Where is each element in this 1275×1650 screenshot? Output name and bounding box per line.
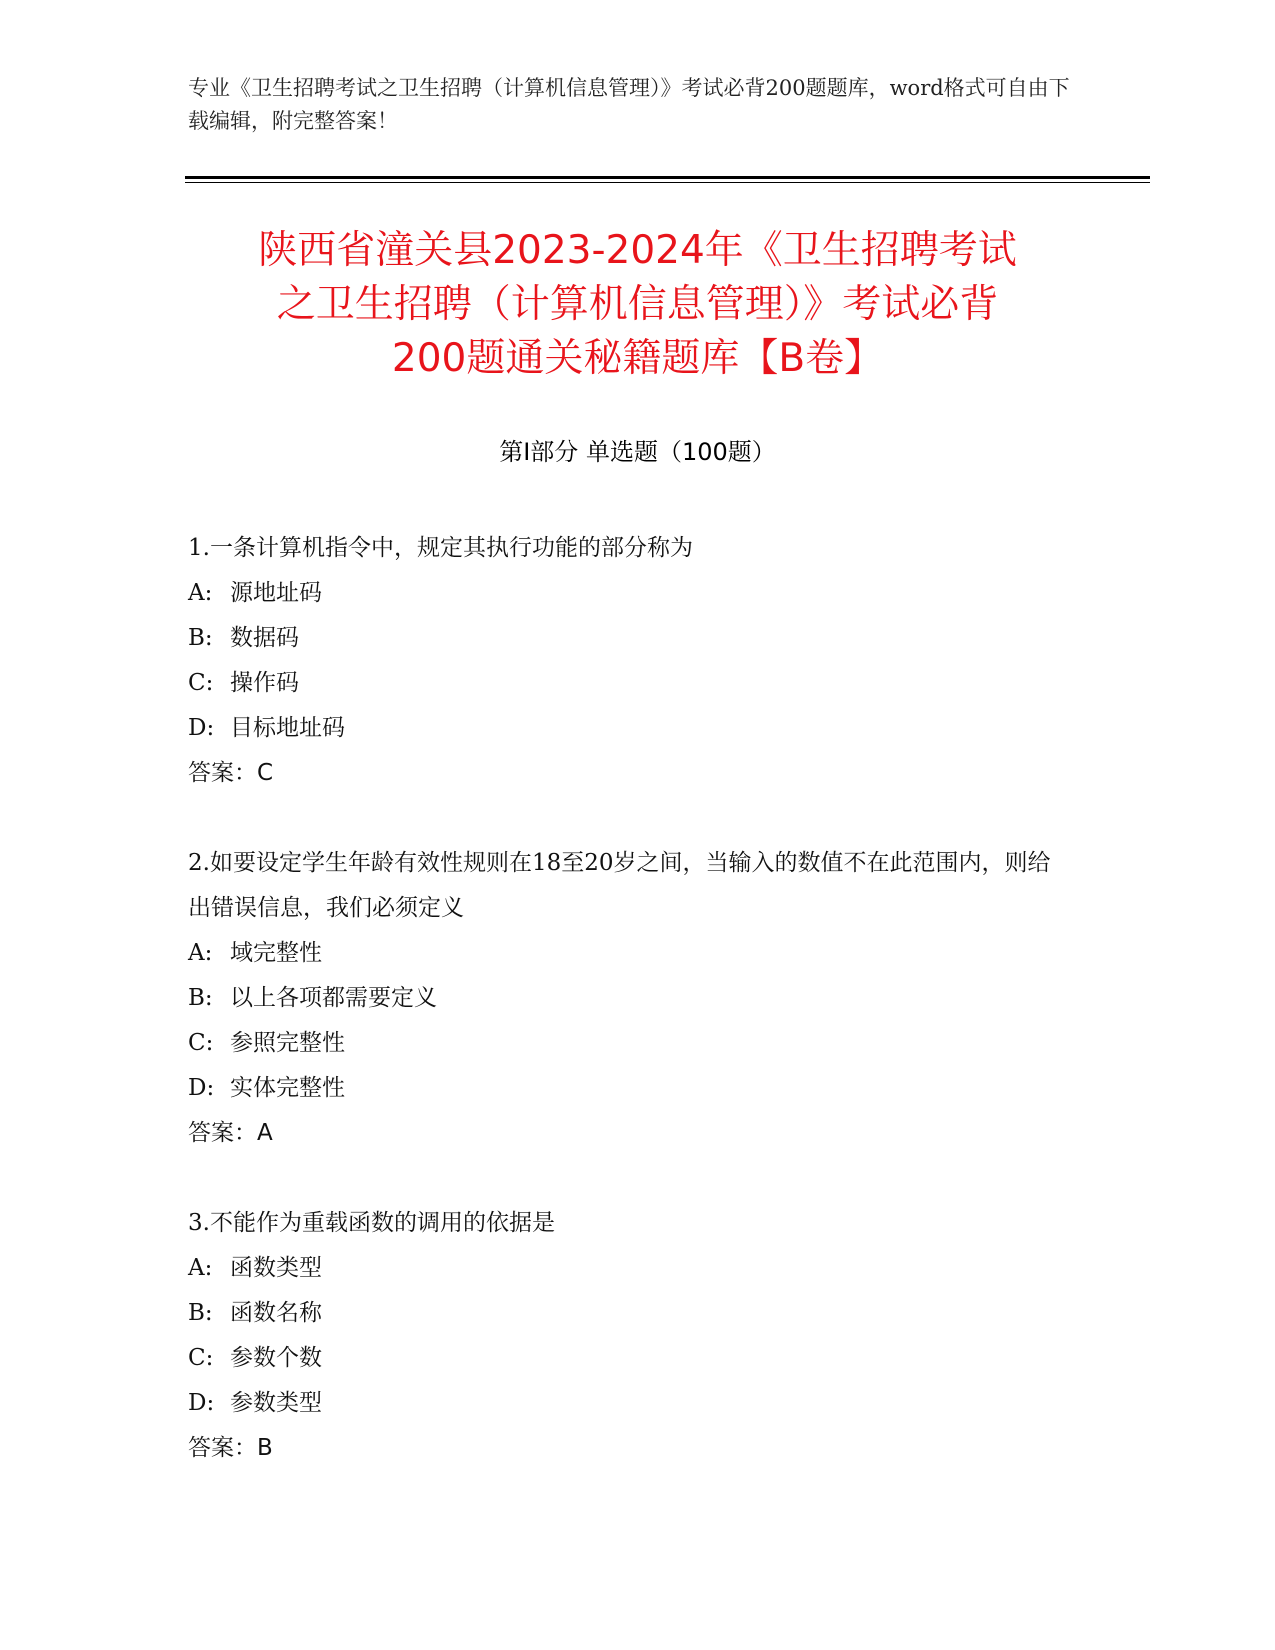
title-line: 陕西省潼关县2023-2024年《卫生招聘考试 (258, 228, 1017, 273)
option-a (188, 1246, 1068, 1291)
question-stem: 1.一条计算机指令中，规定其执行功能的部分称为 (188, 535, 693, 561)
option-text: 目标地址码 (230, 715, 345, 741)
option-text: 参数类型 (230, 1390, 322, 1416)
document-title (185, 224, 1090, 386)
header-rule-thick (185, 176, 1150, 179)
option-text: 参照完整性 (230, 1030, 345, 1056)
option-text: 源地址码 (230, 580, 322, 606)
option-c (188, 1021, 1068, 1066)
option-key: C: (188, 670, 214, 696)
section-heading: 第Ⅰ部分 单选题（100题） (499, 438, 776, 466)
option-text: 参数个数 (230, 1345, 322, 1371)
option-key: C: (188, 1345, 214, 1371)
option-a (188, 571, 1068, 616)
option-b (188, 1291, 1068, 1336)
option-text: 实体完整性 (230, 1075, 345, 1101)
option-key: B: (188, 1300, 213, 1326)
option-b (188, 976, 1068, 1021)
question-item (188, 526, 1068, 796)
option-key: A: (188, 940, 213, 966)
option-key: A: (188, 1255, 213, 1281)
header-note: 专业《卫生招聘考试之卫生招聘（计算机信息管理）》考试必背200题题库，word格式可自由下载编辑，附完整答案！ (188, 76, 1070, 133)
option-key: D: (188, 1075, 215, 1101)
question-item (188, 1201, 1068, 1471)
header-rule-thin (185, 182, 1150, 183)
question-list (188, 526, 1068, 1516)
option-key: C: (188, 1030, 214, 1056)
option-text: 函数类型 (230, 1255, 322, 1281)
option-c (188, 1336, 1068, 1381)
option-text: 操作码 (230, 670, 299, 696)
option-c (188, 661, 1068, 706)
option-text: 域完整性 (230, 940, 322, 966)
question-stem: 3.不能作为重载函数的调用的依据是 (188, 1210, 555, 1236)
title-line: 之卫生招聘（计算机信息管理）》考试必背 (276, 282, 999, 327)
answer-line: 答案：B (188, 1435, 273, 1461)
question-item (188, 841, 1068, 1156)
option-text: 以上各项都需要定义 (230, 985, 437, 1011)
option-key: B: (188, 625, 213, 651)
option-d (188, 706, 1068, 751)
option-text: 函数名称 (230, 1300, 322, 1326)
option-d (188, 1381, 1068, 1426)
option-d (188, 1066, 1068, 1111)
option-key: D: (188, 715, 215, 741)
option-text: 数据码 (230, 625, 299, 651)
answer-line: 答案：C (188, 760, 274, 786)
title-line: 200题通关秘籍题库【B卷】 (391, 336, 884, 381)
answer-line: 答案：A (188, 1120, 273, 1146)
option-b (188, 616, 1068, 661)
question-stem: 2.如要设定学生年龄有效性规则在18至20岁之间，当输入的数值不在此范围内，则给出错误信息，我们必须定义 (188, 850, 1051, 921)
option-key: D: (188, 1390, 215, 1416)
option-a (188, 931, 1068, 976)
option-key: B: (188, 985, 213, 1011)
option-key: A: (188, 580, 213, 606)
